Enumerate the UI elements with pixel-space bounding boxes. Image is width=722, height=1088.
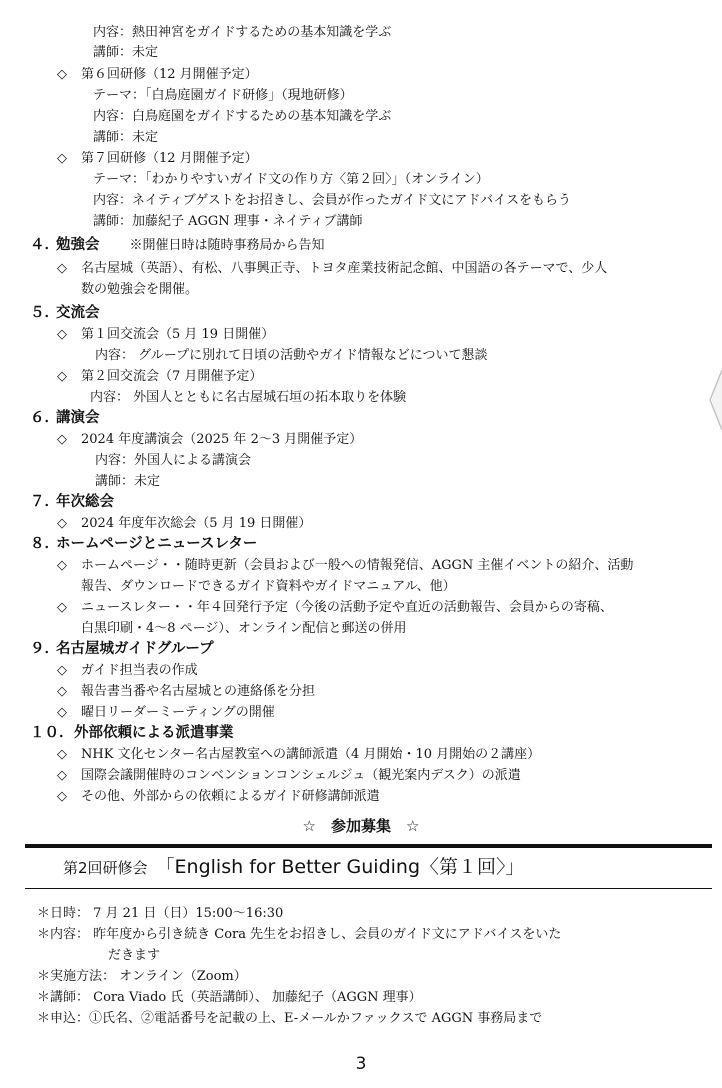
diamond-bullet-icon: ◇ — [57, 369, 67, 384]
training-7-lecturer: 講師：加藤紀子 AGGN 理事・ネイティブ講師 — [93, 214, 363, 229]
event-application: ＊申込：①氏名、②電話番号を記載の上、E-メールかファックスで AGGN 事務局まで — [37, 1011, 543, 1026]
homepage-line1: ホームページ・・随時更新（会員および一般への情報発信、AGGN 主催イベントの紹介、活動 — [81, 558, 634, 573]
banner-bottom-rule — [25, 888, 712, 889]
section-title: 年次総会 — [56, 494, 114, 510]
lecture-item — [57, 430, 362, 450]
section-title: 名古屋城ガイドグループ — [56, 641, 214, 657]
newsletter-line2: 白黒印刷・4～8 ページ）、オンライン配信と郵送の併用 — [81, 621, 407, 636]
section-5-heading — [30, 302, 100, 324]
diamond-bullet-icon: ◇ — [57, 789, 67, 804]
training-6-item — [57, 65, 258, 85]
section-number: ５． — [30, 305, 59, 321]
dispatch-text: NHK 文化センター名古屋教室への講師派遣（4 月開始・10 月開始の２講座） — [81, 747, 541, 762]
castle-guide-item — [57, 703, 275, 723]
exchange-2-content: 内容： 外国人とともに名古屋城石垣の拓本取りを体験 — [90, 390, 407, 405]
castle-guide-text: 報告書当番や名古屋城との連絡係を分担 — [81, 684, 316, 699]
page-turn-tab-icon[interactable] — [708, 368, 722, 432]
lecture-title: 2024 年度講演会（2025 年 2～3 月開催予定） — [81, 432, 363, 447]
study-text-line2: 数の勉強会を開催。 — [81, 282, 199, 297]
section-number: ６． — [30, 410, 59, 426]
study-item — [57, 259, 607, 279]
training-content-line: 内容：熱田神宮をガイドするための基本知識を学ぶ — [93, 25, 392, 40]
training-6-lecturer: 講師：未定 — [93, 130, 159, 145]
diamond-bullet-icon: ◇ — [57, 747, 67, 762]
page-number: 3 — [355, 1054, 367, 1074]
section-6-heading — [30, 407, 100, 429]
diamond-bullet-icon: ◇ — [57, 600, 67, 615]
exchange-2-item — [57, 367, 262, 387]
section-title: ホームページとニュースレター — [56, 536, 258, 552]
dispatch-text: その他、外部からの依頼によるガイド研修講師派遣 — [81, 789, 380, 804]
banner-prefix: 第2回研修会 — [63, 859, 148, 877]
newsletter-item — [57, 598, 613, 618]
section-4-heading — [30, 234, 325, 257]
dispatch-text: 国際会議開催時のコンベンションコンシェルジュ（観光案内デスク）の派遣 — [81, 768, 521, 783]
exchange-1-item — [57, 325, 274, 345]
diamond-bullet-icon: ◇ — [57, 67, 67, 82]
general-meeting-item — [57, 514, 311, 534]
training-lecturer-line: 講師：未定 — [93, 45, 159, 60]
castle-guide-item — [57, 682, 315, 702]
homepage-line2: 報告、ダウンロードできるガイド資料やガイドマニュアル、他） — [81, 579, 456, 594]
recruitment-heading: ☆ 参加募集 ☆ — [302, 817, 420, 835]
section-number: ４． — [30, 237, 59, 253]
training-7-theme: テーマ：「わかりやすいガイド文の作り方〈第２回〉」（オンライン） — [93, 172, 489, 187]
diamond-bullet-icon: ◇ — [57, 261, 67, 276]
section-title: 外部依頼による派遣事業 — [74, 725, 234, 741]
section-title: 講演会 — [56, 410, 100, 426]
exchange-1-title: 第１回交流会（5 月 19 日開催） — [81, 327, 275, 342]
event-datetime: ＊日時： 7 月 21 日（日）15:00～16:30 — [37, 906, 284, 921]
lecture-lecturer: 講師：未定 — [95, 474, 161, 489]
training-6-title: 第６回研修（12 月開催予定） — [81, 67, 258, 82]
newsletter-line1: ニュースレター・・年４回発行予定（今後の活動予定や直近の活動報告、会員からの寄稿、 — [81, 600, 613, 615]
section-number: ９． — [30, 641, 59, 657]
diamond-bullet-icon: ◇ — [57, 705, 67, 720]
study-text-line1: 名古屋城（英語）、有松、八事興正寺、トヨタ産業技術記念館、中国語の各テーマで、少人 — [81, 261, 608, 276]
castle-guide-item — [57, 661, 198, 681]
event-banner — [63, 852, 525, 879]
section-9-heading — [30, 638, 214, 660]
event-content-line2: だきます — [108, 948, 161, 963]
diamond-bullet-icon: ◇ — [57, 327, 67, 342]
dispatch-item — [57, 745, 540, 765]
castle-guide-text: ガイド担当表の作成 — [81, 663, 198, 678]
exchange-2-title: 第２回交流会（7 月開催予定） — [81, 369, 263, 384]
training-6-content: 内容：白鳥庭園をガイドするための基本知識を学ぶ — [93, 109, 392, 124]
diamond-bullet-icon: ◇ — [57, 151, 67, 166]
castle-guide-text: 曜日リーダーミーティングの開催 — [81, 705, 275, 720]
event-method: ＊実施方法： オンライン（Zoom） — [37, 969, 247, 984]
event-content-line1: ＊内容： 昨年度から引き続き Cora 先生をお招きし、会員のガイド文にアドバイスをいた — [37, 927, 562, 942]
training-6-theme: テーマ：「白鳥庭園ガイド研修」（現地研修） — [93, 88, 353, 103]
section-number: １０． — [30, 725, 74, 741]
section-note: ※開催日時は随時事務局から告知 — [129, 238, 325, 253]
banner-top-rule — [25, 844, 712, 848]
diamond-bullet-icon: ◇ — [57, 516, 67, 531]
section-10-heading — [30, 722, 234, 744]
banner-title: 「English for Better Guiding〈第１回〉」 — [155, 856, 525, 878]
homepage-item — [57, 556, 633, 576]
diamond-bullet-icon: ◇ — [57, 663, 67, 678]
lecture-content: 内容：外国人による講演会 — [95, 453, 252, 468]
diamond-bullet-icon: ◇ — [57, 768, 67, 783]
section-number: ７． — [30, 494, 59, 510]
section-number: ８． — [30, 536, 59, 552]
diamond-bullet-icon: ◇ — [57, 684, 67, 699]
dispatch-item — [57, 766, 521, 786]
diamond-bullet-icon: ◇ — [57, 558, 67, 573]
training-7-title: 第７回研修（12 月開催予定） — [81, 151, 258, 166]
event-lecturers: ＊講師： Cora Viado 氏（英語講師）、 加藤紀子（AGGN 理事） — [37, 990, 422, 1005]
exchange-1-content: 内容： グループに別れて日頃の活動やガイド情報などについて懇談 — [95, 348, 488, 363]
section-title: 勉強会 — [56, 237, 100, 253]
training-7-content: 内容：ネイティブゲストをお招きし、会員が作ったガイド文にアドバイスをもらう — [93, 193, 572, 208]
section-7-heading — [30, 491, 114, 513]
training-7-item — [57, 149, 258, 169]
diamond-bullet-icon: ◇ — [57, 432, 67, 447]
general-meeting-title: 2024 年度年次総会（5 月 19 日開催） — [81, 516, 312, 531]
dispatch-item — [57, 787, 380, 807]
section-title: 交流会 — [56, 305, 100, 321]
section-8-heading — [30, 533, 257, 555]
